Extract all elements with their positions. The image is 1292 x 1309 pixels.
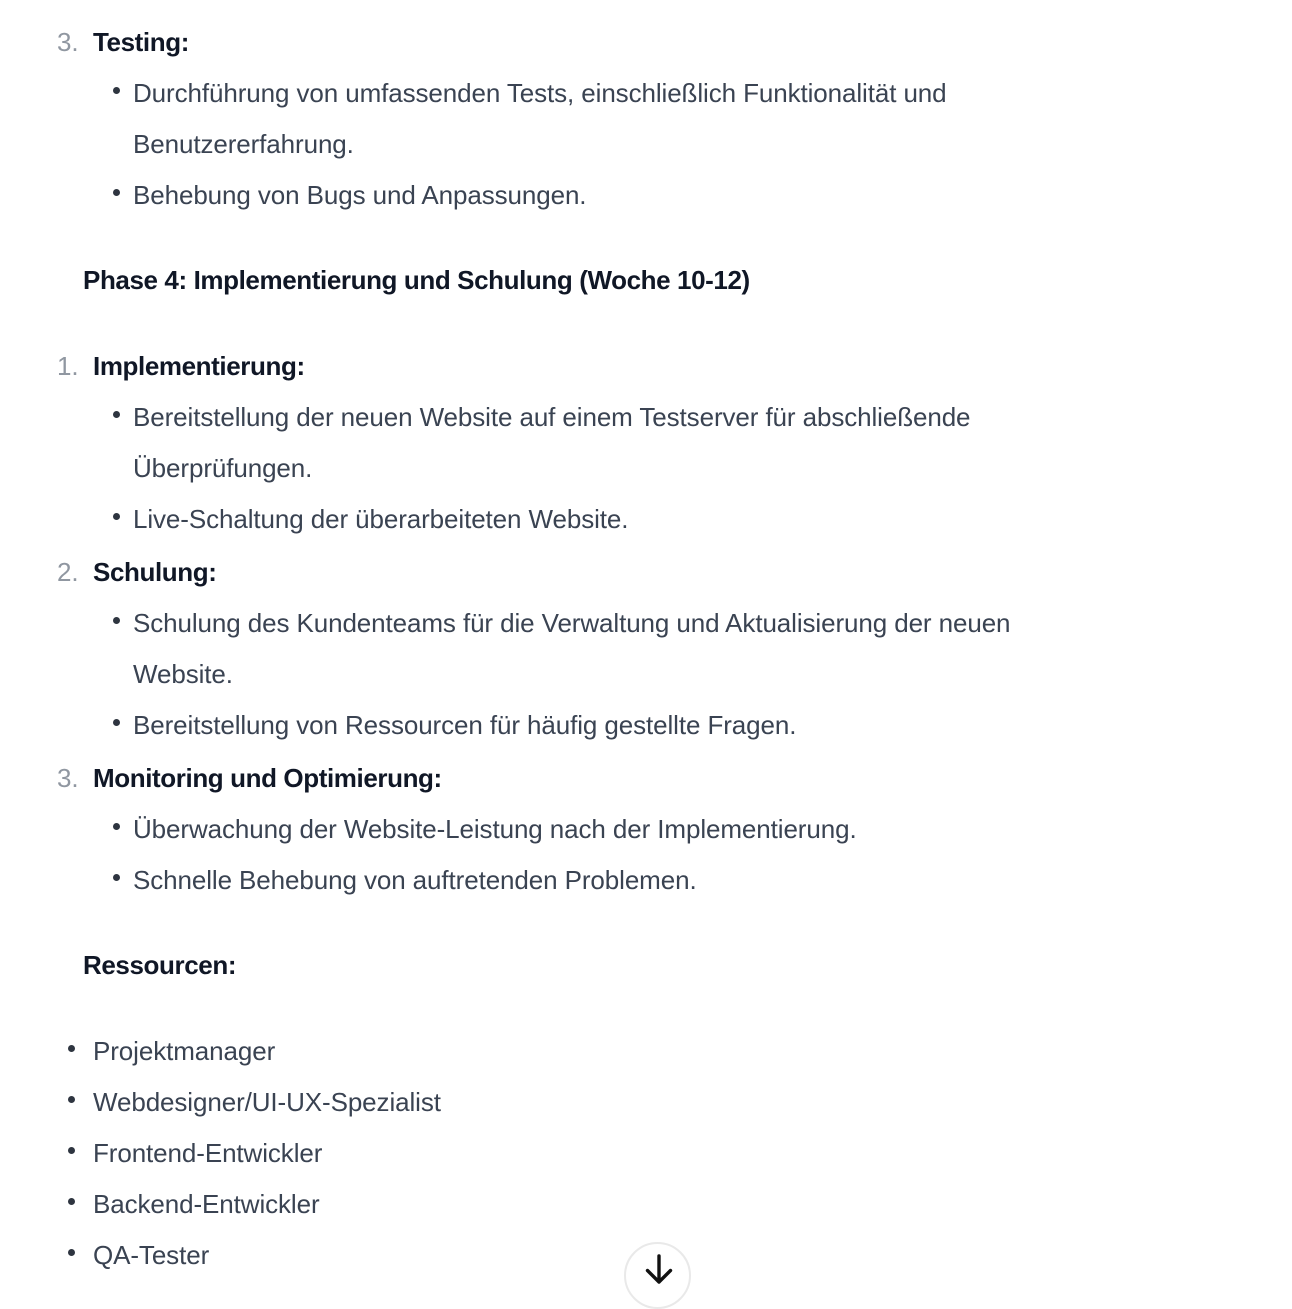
- item-title-testing: Testing:: [93, 27, 189, 57]
- list-item-text: Webdesigner/UI-UX-Spezialist: [93, 1087, 441, 1117]
- list-item-text: Backend-Entwickler: [93, 1189, 320, 1219]
- bullet-icon: [113, 189, 120, 196]
- list-item: [0, 1179, 1100, 1230]
- bullet-text: Schnelle Behebung von auftretenden Problemen.: [133, 865, 697, 895]
- bullet-item: [93, 855, 1093, 906]
- scroll-to-bottom-button[interactable]: [624, 1242, 691, 1309]
- bullet-icon: [68, 1249, 75, 1256]
- bullet-text: Bereitstellung der neuen Website auf einem Testserver für abschließende Überprüfungen.: [133, 402, 971, 483]
- list-number: 1.: [57, 351, 79, 381]
- list-item: [0, 1077, 1100, 1128]
- bullet-icon: [113, 719, 120, 726]
- list-item: [0, 1026, 1100, 1077]
- list-item: [0, 1128, 1100, 1179]
- item-title-implementierung: Implementierung:: [93, 351, 305, 381]
- bullet-item: [93, 68, 1093, 170]
- bullet-icon: [113, 617, 120, 624]
- item-title-monitoring: Monitoring und Optimierung:: [93, 763, 442, 793]
- numbered-item-implementierung: [0, 341, 1292, 545]
- section-heading-ressourcen: Ressourcen:: [83, 950, 237, 980]
- bullet-icon: [68, 1198, 75, 1205]
- bullet-item: [93, 804, 1093, 855]
- list-item: [0, 1230, 1100, 1281]
- bullet-icon: [113, 513, 120, 520]
- bullet-item: [93, 598, 1093, 700]
- list-item-text: QA-Tester: [93, 1240, 210, 1270]
- bullet-icon: [113, 874, 120, 881]
- bullet-text: Überwachung der Website-Leistung nach der Implementierung.: [133, 814, 857, 844]
- item-title-schulung: Schulung:: [93, 557, 217, 587]
- bullet-text: Durchführung von umfassenden Tests, einschließlich Funktionalität und Benutzererfahrung.: [133, 78, 947, 159]
- bullet-text: Schulung des Kundenteams für die Verwaltung und Aktualisierung der neuen Website.: [133, 608, 1011, 689]
- numbered-item-schulung: [0, 547, 1292, 751]
- bullet-icon: [68, 1045, 75, 1052]
- bullet-text: Behebung von Bugs und Anpassungen.: [133, 180, 587, 210]
- bullet-item: [93, 700, 1093, 751]
- assistant-message-content: [0, 17, 1292, 1281]
- section-heading-phase4: Phase 4: Implementierung und Schulung (Woche 10-12): [83, 265, 750, 295]
- bullet-item: [93, 392, 1093, 494]
- bullet-item: [93, 170, 1093, 221]
- bullet-text: Bereitstellung von Ressourcen für häufig gestellte Fragen.: [133, 710, 797, 740]
- bullet-item: [93, 494, 1093, 545]
- bullet-icon: [113, 411, 120, 418]
- bullet-icon: [68, 1147, 75, 1154]
- list-number: 3.: [57, 763, 79, 793]
- list-number: 2.: [57, 557, 79, 587]
- list-item-text: Frontend-Entwickler: [93, 1138, 323, 1168]
- list-item-text: Projektmanager: [93, 1036, 276, 1066]
- bullet-text: Live-Schaltung der überarbeiteten Website.: [133, 504, 629, 534]
- numbered-item-testing: [0, 17, 1292, 221]
- numbered-item-monitoring: [0, 753, 1292, 906]
- bullet-icon: [68, 1096, 75, 1103]
- bullet-icon: [113, 87, 120, 94]
- list-number: 3.: [57, 27, 79, 57]
- bullet-icon: [113, 823, 120, 830]
